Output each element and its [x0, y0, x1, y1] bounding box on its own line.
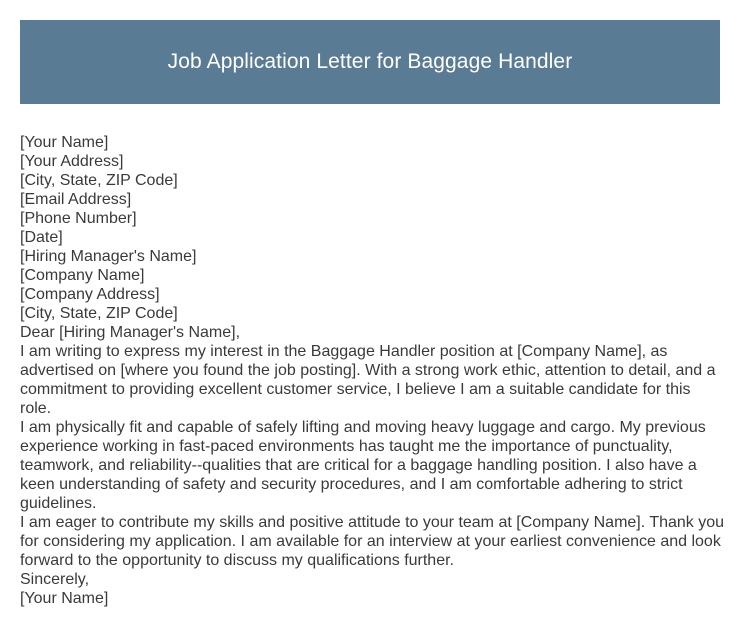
paragraph-qualifications: I am physically fit and capable of safely lifting and moving heavy luggage and cargo. My previous experience working in fast-paced environments has taught me the importance of punctuality, teamwork, and reliability--qualities that are critical for a baggage handling position. I also have a keen understanding of safety and security procedures, and I am comfortable adhering to strict guidelines. — [20, 419, 706, 512]
letter-date: [Date] — [20, 229, 63, 246]
title-banner — [20, 20, 720, 104]
letter-body — [20, 133, 725, 608]
paragraph-intro: I am writing to express my interest in the Baggage Handler position at [Company Name], as advertised on [where you found the job posting]. With a strong work ethic, attention to detail, and a commitment to providing excellent customer service, I believe I am a suitable candidate for this role. — [20, 343, 716, 417]
sender-email: [Email Address] — [20, 191, 132, 208]
sender-city-state-zip: [City, State, ZIP Code] — [20, 172, 178, 189]
paragraph-closing: I am eager to contribute my skills and positive attitude to your team at [Company Name]. Thank you for considering my application. I am available for an interview at your earliest convenience and look forward to the opportunity to discuss my qualifications further. — [20, 514, 725, 569]
recipient-company-name: [Company Name] — [20, 267, 145, 284]
salutation: Dear [Hiring Manager's Name], — [20, 324, 241, 341]
closing: Sincerely, — [20, 571, 90, 588]
sender-name: [Your Name] — [20, 134, 109, 151]
recipient-company-address: [Company Address] — [20, 286, 160, 303]
sender-address: [Your Address] — [20, 153, 124, 170]
page-title: Job Application Letter for Baggage Handler — [167, 50, 573, 73]
signature: [Your Name] — [20, 590, 109, 607]
sender-phone: [Phone Number] — [20, 210, 137, 227]
recipient-city-state-zip: [City, State, ZIP Code] — [20, 305, 178, 322]
recipient-hiring-manager: [Hiring Manager's Name] — [20, 248, 197, 265]
